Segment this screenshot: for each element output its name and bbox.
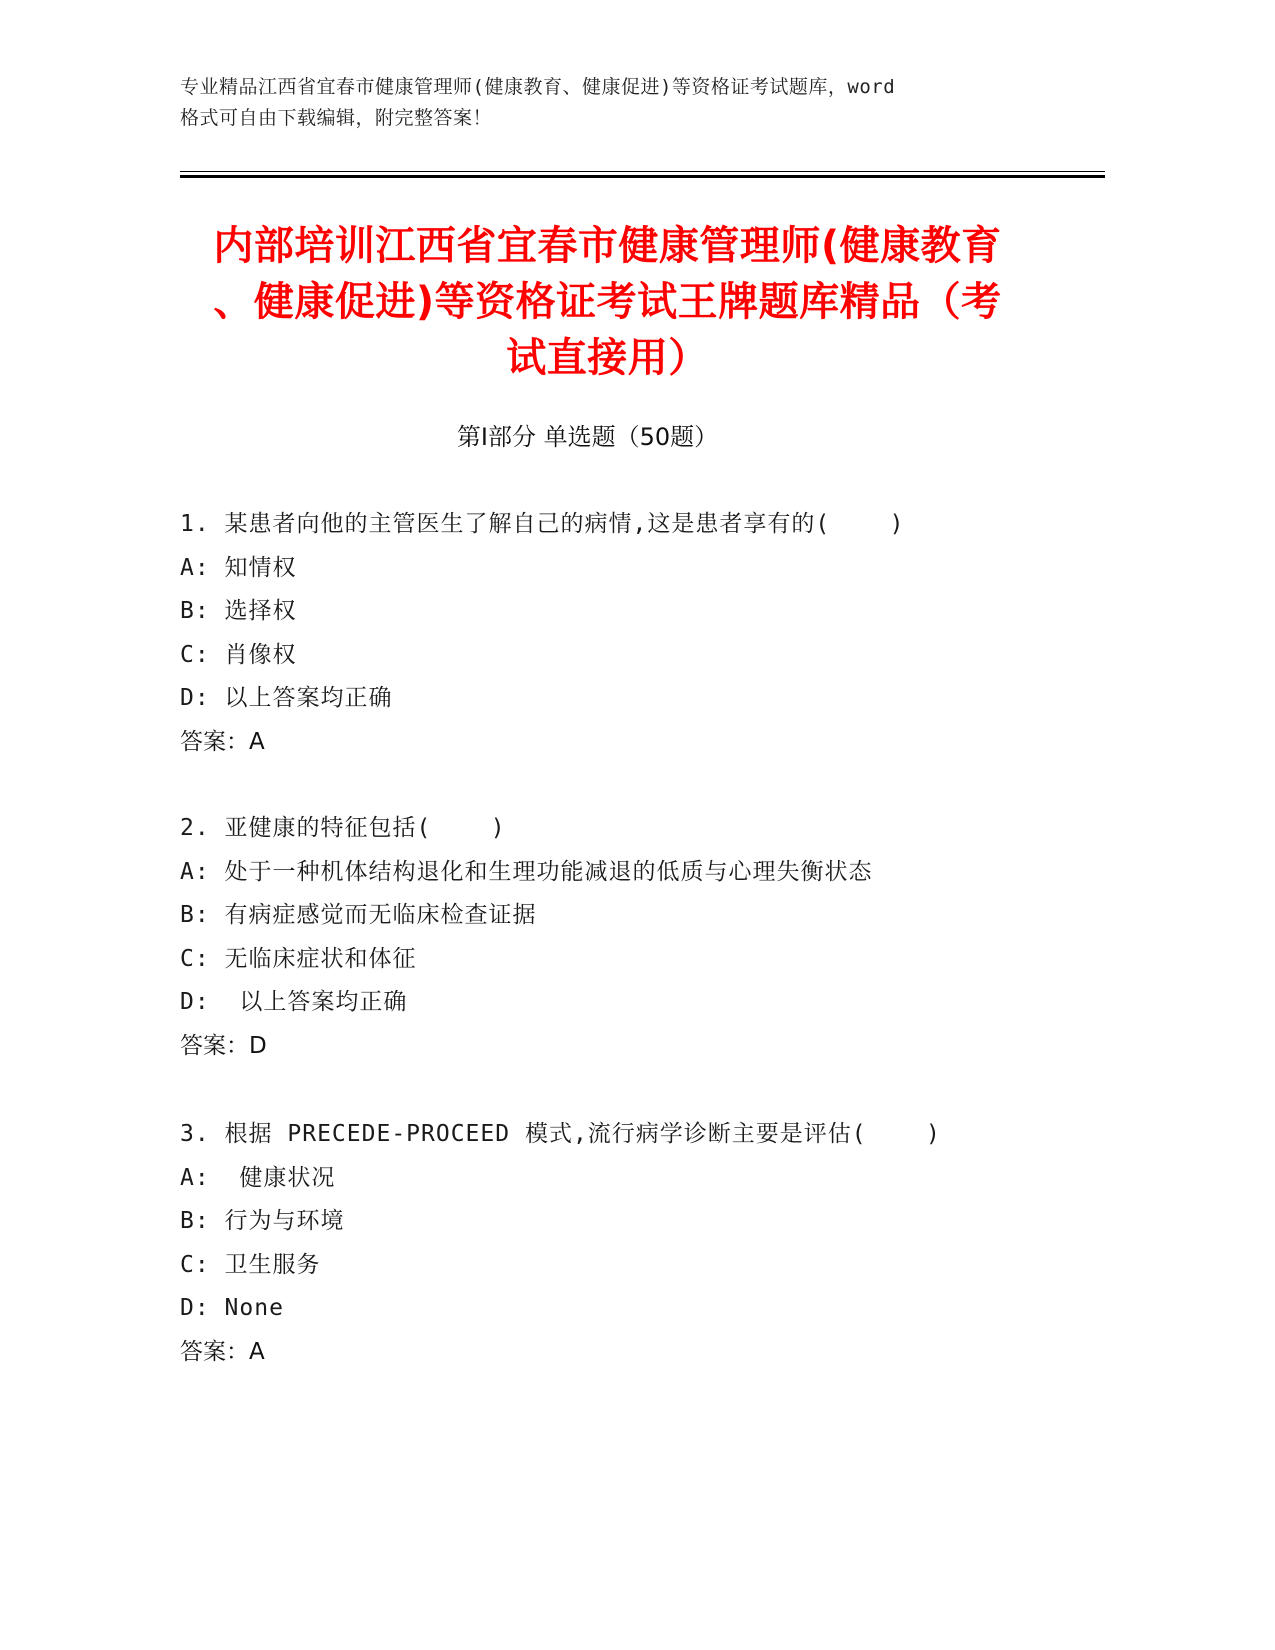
option-a: A: 健康状况 xyxy=(180,1164,336,1191)
answer-key: 答案：D xyxy=(180,1032,267,1059)
option-d: D: 以上答案均正确 xyxy=(180,685,393,711)
question-stem: 1. 某患者向他的主管医生了解自己的病情,这是患者享有的( ) xyxy=(180,511,905,537)
document-title-line: 内部培训江西省宜春市健康管理师(健康教育 xyxy=(213,223,1002,269)
document-title xyxy=(170,218,1045,386)
answer-key: 答案：A xyxy=(180,1338,265,1365)
option-c: C: 无临床症状和体征 xyxy=(180,945,417,972)
document-title-line: 试直接用） xyxy=(506,335,709,381)
question-stem: 2. 亚健康的特征包括( ) xyxy=(180,815,506,841)
option-d: D: 以上答案均正确 xyxy=(180,989,408,1015)
option-a: A: 处于一种机体结构退化和生理功能减退的低质与心理失衡状态 xyxy=(180,858,873,885)
question-stem: 3. 根据 PRECEDE-PROCEED 模式,流行病学诊断主要是评估( ) xyxy=(180,1121,941,1147)
option-b: B: 有病症感觉而无临床检查证据 xyxy=(180,902,537,928)
option-b: B: 选择权 xyxy=(180,598,297,624)
option-b: B: 行为与环境 xyxy=(180,1208,345,1234)
document-title-line: 、健康促进)等资格证考试王牌题库精品（考 xyxy=(213,279,1002,325)
header-note-line: 专业精品江西省宜春市健康管理师(健康教育、健康促进)等资格证考试题库，word xyxy=(180,76,896,98)
question-block xyxy=(180,807,1080,1068)
option-d: D: None xyxy=(180,1295,284,1321)
header-divider-thick xyxy=(180,175,1105,178)
answer-key: 答案：A xyxy=(180,728,265,755)
option-c: C: 肖像权 xyxy=(180,641,297,668)
option-a: A: 知情权 xyxy=(180,554,297,581)
section-heading: 第Ⅰ部分 单选题（50题） xyxy=(456,423,719,451)
header-divider-thin xyxy=(180,171,1105,172)
question-block xyxy=(180,1113,1080,1374)
header-note xyxy=(180,72,1050,134)
option-c: C: 卫生服务 xyxy=(180,1251,321,1278)
question-block xyxy=(180,503,1080,764)
header-note-line: 格式可自由下载编辑，附完整答案！ xyxy=(180,107,493,129)
